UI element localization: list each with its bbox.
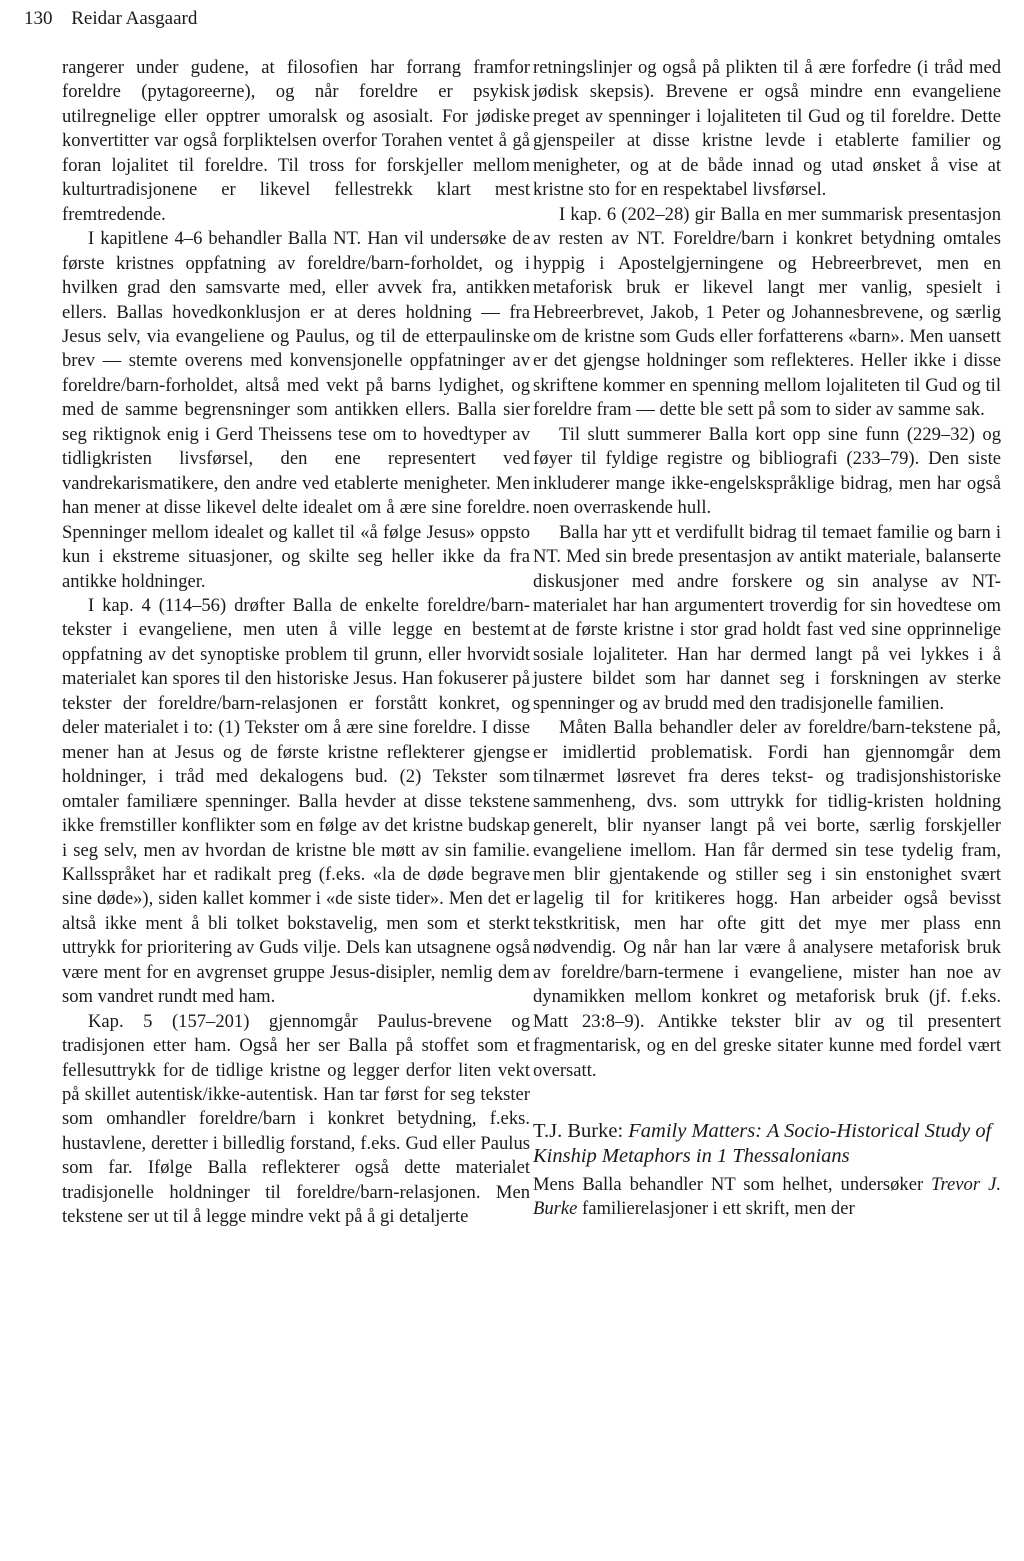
review-author-name: Trevor J. Burke [533,1174,1001,1220]
section-spacer [533,1083,1001,1119]
right-paragraph-5: Måten Balla behandler deler av foreldre/barn-tekstene på, er imidlertid problematisk. Fordi han gjennomgår dem tilnærmet løsrevet fra deres tekst- og tradisjonshistoriske sammenheng, dvs. som uttrykk for tidlig-kristen holdning generelt, blir nyanser langt på vei borte, særlig forskjeller evangeliene imellom. Han får dermed sin tese tydelig fram, men blir gjentakende og stiller seg i sin enstonighet svært lagelig til for kritikeres hogg. Han arbeider også bevisst tekstkritisk, men har ofte gitt det mye mer plass enn nødvendig. Og når han lar være å analysere metaforisk bruk av foreldre/barn-termene i evangeliene, mister han noe av dynamikken mellom konkret og metaforisk bruk (jf. f.eks. Matt 23:8–9). Antikke tekster blir av og til presentert fragmentarisk, og en del greske sitater kunne med fordel vært oversatt. [533,717,1001,1081]
review-intro-end: familierelasjoner i ett skrift, men der [577,1198,855,1220]
right-paragraph-1: retningslinjer og også på plikten til å ære forfedre (i tråd med jødisk skepsis). Brevene er også mindre enn evangeliene preget av spenninger i lojaliteten til Gud og til foreldre. Dette gjenspeiler at disse kristne levde i etablerte familier og menigheter, og at de både innad og utad ønsket å vise at kristne sto for en respektabel livsførsel. [533,57,1001,201]
right-paragraph-4: Balla har ytt et verdifullt bidrag til temaet familie og barn i NT. Med sin brede presentasjon av antikt materiale, balanserte diskusjoner med andre forskere og sin analyse av NT-materialet har han argumentert troverdig for sin hovedtese om at de første kristne i stor grad holdt fast ved sine opprinnelige sosiale lojaliteter. Han har dermed langt på vei lykkes i å justere bildet som har dannet seg i forskningen av sterke spenninger og av brudd med den tradisjonelle familien. [533,521,1001,714]
left-paragraph-4: Kap. 5 (157–201) gjennomgår Paulus-brevene og tradisjonen etter ham. Også her ser Balla på stoffet som et fellesuttrykk for de tidlige kristne og legger derfor liten vekt på skillet autentisk/ikke-autentisk. Han tar først for seg tekster som omhandler foreldre/barn i konkret betydning, f.eks. hustavlene, deretter i billedlig forstand, f.eks. Gud eller Paulus som far. Ifølge Balla reflekterer også dette materialet tradisjonelle holdninger til foreldre/barn-relasjonen. Men tekstene ser ut til å legge mindre vekt på å gi detaljerte [62,1010,530,1228]
left-paragraph-1: rangerer under gudene, at filosofien har forrang framfor foreldre (pytagoreerne), og når foreldre er psykisk utilregnelige eller opptrer umoralsk og asosialt. For jødiske konvertitter var også forpliktelsen overfor Torahen ventet å gå foran lojalitet til foreldre. Til tross for forskjeller mellom kulturtradisjonene er likevel fellestrekk klart mest fremtredende. [62,57,530,225]
right-paragraph-3: Til slutt summerer Balla kort opp sine funn (229–32) og føyer til fyldige registre og bibliografi (233–79). Den siste inkluderer mange ikke-engelskspråklige bidrag, men har også noen overraskende hull. [533,423,1001,519]
page-number: 130 [24,8,53,29]
right-paragraph-2: I kap. 6 (202–28) gir Balla en mer summarisk presentasjon av resten av NT. Foreldre/barn i konkret betydning omtales hyppig i Apostelgjerningene og Hebreerbrevet, men en metaforisk bruk er likevel langt mer vanlig, spesielt i Hebreerbrevet, Jakob, 1 Peter og Johannesbrevene, og særlig om de kristne som Guds eller forfatterens «barn». Men uansett er det gjengse holdninger som reflekteres. Heller ikke i disse skriftene kommer en spenning mellom lojaliteten til Gud og til foreldre fram — dette ble sett på som to sider av samme sak. [533,203,1001,421]
right-column [533,56,1001,1222]
review-intro-start: Mens Balla behandler NT som helhet, undersøker [533,1174,932,1196]
review-heading-title: Family Matters: A Socio-Historical Study of Kinship Metaphors in 1 Thessalonians [533,1120,992,1168]
running-title: Reidar Aasgaard [71,8,198,29]
review-heading [533,1119,1001,1169]
left-paragraph-3: I kap. 4 (114–56) drøfter Balla de enkelte foreldre/barn-tekster i evangeliene, men uten å ville legge en bestemt oppfatning av det synoptiske problem til grunn, eller hvorvidt materialet kan spores til den historiske Jesus. Han fokuserer på tekster der foreldre/barn-relasjonen er forstått konkret, og deler materialet i to: (1) Tekster om å ære sine foreldre. I disse mener han at Jesus og de første kristne reflekterer gjengse holdninger, i tråd med dekalogens bud. (2) Tekster som omtaler familiære spenninger. Balla hevder at disse tekstene ikke fremstiller konflikter som en følge av det kristne budskap i seg selv, men av hvordan de kristne ble møtt av sin familie. Kallsspråket har et radikalt preg (f.eks. «la de døde begrave sine døde»), siden kallet kommer i «de siste tider». Men det er altså ikke ment å bli tolket bokstavelig, men som et sterkt uttrykk for prioritering av Guds vilje. Dels kan utsagnene også være ment for en avgrenset gruppe Jesus-disipler, nemlig dem som vandret rundt med ham. [62,594,530,1008]
right-paragraph-6 [533,1173,1001,1222]
left-column [62,56,530,1230]
running-header [24,8,197,30]
review-heading-author: T.J. Burke: [533,1120,629,1143]
left-paragraph-2: I kapitlene 4–6 behandler Balla NT. Han vil undersøke de første kristnes oppfatning av foreldre/barn-forholdet, og i hvilken grad den samsvarte med, eller avvek fra, antikken ellers. Ballas hovedkonklusjon er at deres holdning — fra Jesus selv, via evangeliene og Paulus, og til de etterpaulinske brev — stemte overens med konvensjonelle oppfatninger av foreldre/barn-forholdet, altså med vekt på barns lydighet, og med de samme begrensninger som antikken ellers. Balla sier seg riktignok enig i Gerd Theissens tese om to hovedtyper av tidligkristen livsførsel, den ene representert ved vandrekarismatikere, den andre ved etablerte menigheter. Men han mener at disse likevel delte idealet om å ære sine foreldre. Spenninger mellom idealet og kallet til «å følge Jesus» oppsto kun i ekstreme situasjoner, og skilte seg heller ikke da fra antikke holdninger. [62,228,530,592]
